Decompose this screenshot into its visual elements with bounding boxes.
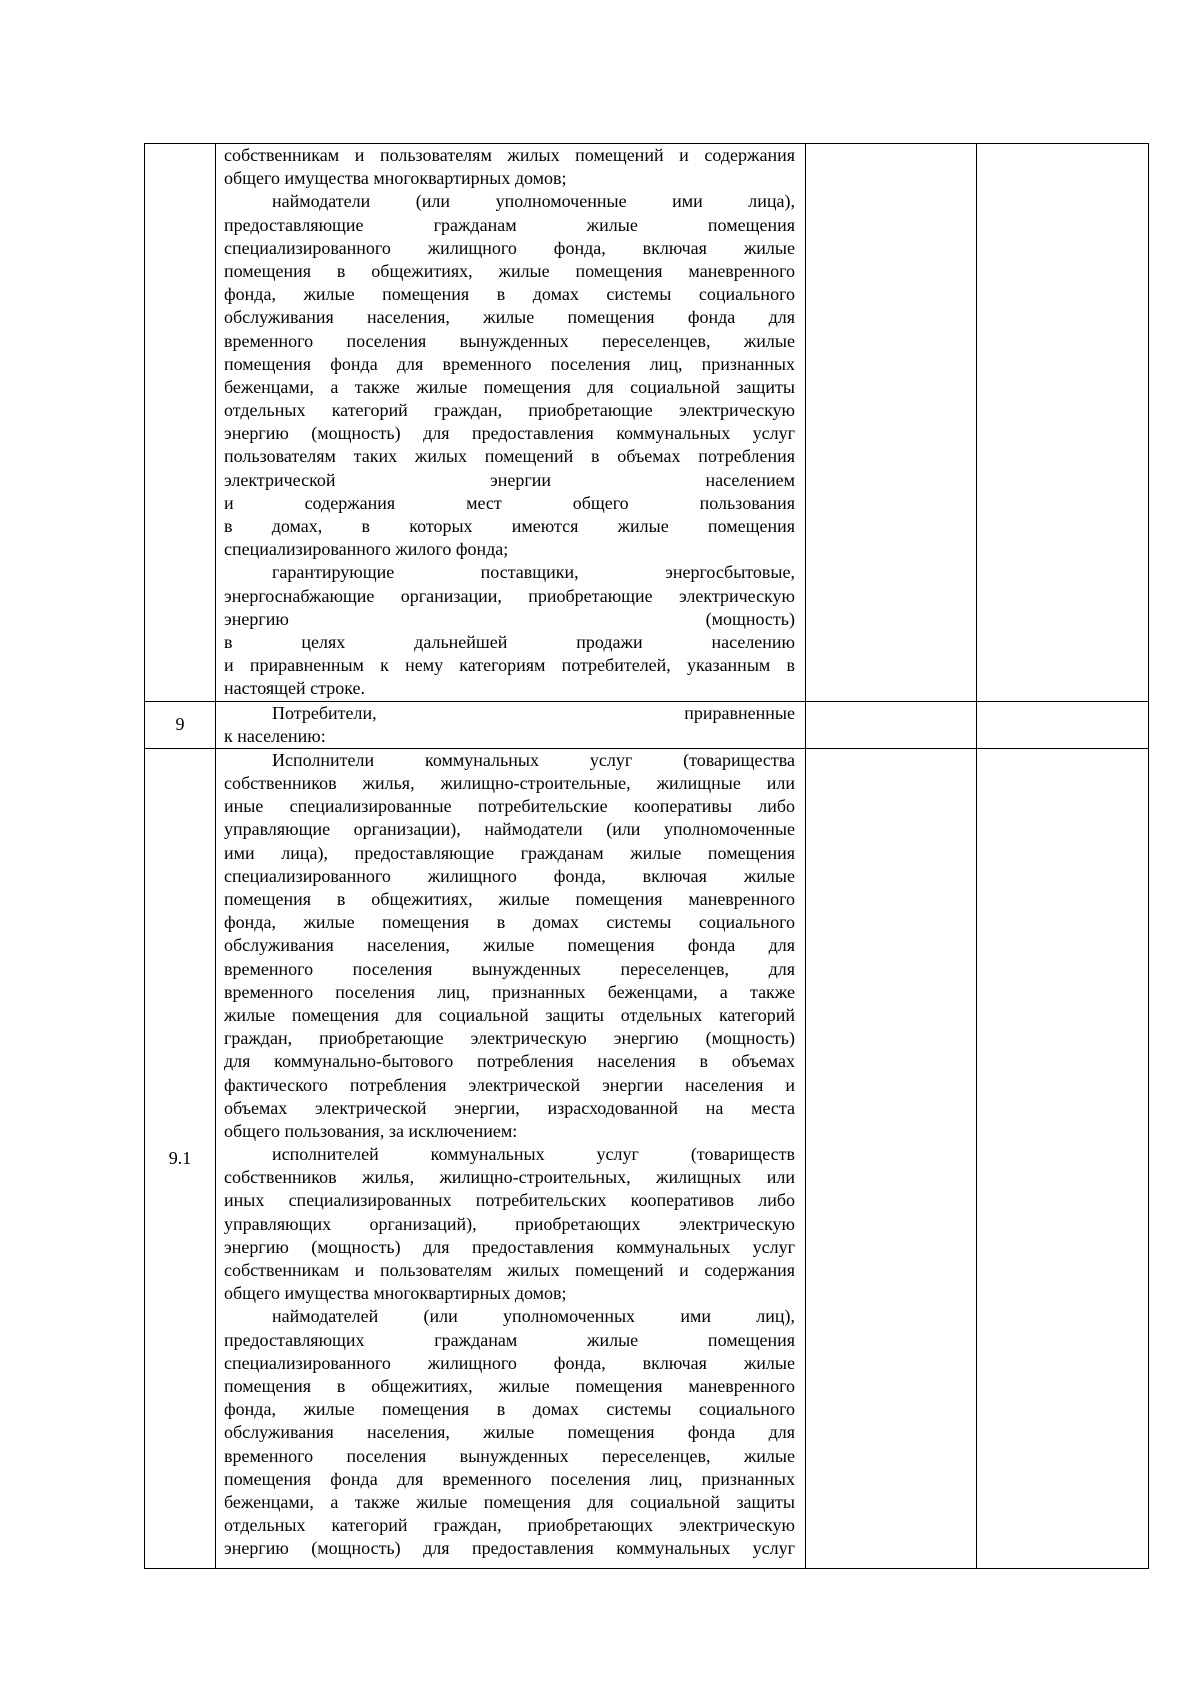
- value-cell-2: [977, 701, 1149, 748]
- text-line: помещения в общежитиях, жилые помещения маневренного: [224, 889, 795, 909]
- text-line: временного поселения вынужденных переселенцев, для: [224, 958, 795, 979]
- text-line: помещения в общежитиях, жилые помещения маневренного: [224, 260, 795, 281]
- row-text-cell: [216, 701, 806, 748]
- text-line: помещения фонда для временного поселения лиц, признанных: [224, 353, 795, 374]
- text-line: собственников жилья, жилищно-строительных, жилищных или: [224, 1167, 795, 1188]
- text-line: управляющих организаций), приобретающих электрическую: [224, 1213, 795, 1234]
- text-line: временного поселения вынужденных переселенцев, жилые: [224, 330, 795, 351]
- text-line: к населению:: [224, 725, 326, 746]
- text-line: общего имущества многоквартирных домов;: [224, 168, 567, 189]
- text-line: временного поселения вынужденных переселенцев, жилые: [224, 1445, 795, 1466]
- text-line: пользователям таких жилых помещений в объемах потребления: [224, 446, 795, 467]
- text-line: собственников жилья, жилищно-строительные, жилищные или: [224, 773, 795, 794]
- text-line: предоставляющие гражданам жилые помещения: [224, 214, 795, 235]
- text-line: иные специализированные потребительские кооперативы либо: [224, 796, 795, 817]
- text-line: в домах, в которых имеются жилые помещения: [224, 516, 795, 536]
- text-line: для коммунально-бытового потребления населения в объемах: [224, 1051, 795, 1072]
- row-text: [216, 702, 805, 748]
- text-line: специализированного жилищного фонда, включая жилые: [224, 1352, 795, 1373]
- text-line: Исполнители коммунальных услуг (товарищества: [272, 749, 795, 770]
- text-line: отдельных категорий граждан, приобретающих электрическую: [224, 1515, 795, 1536]
- text-line: объемах электрической энергии, израсходованной на места: [224, 1097, 795, 1118]
- text-line: собственникам и пользователям жилых помещений и содержания: [224, 1260, 795, 1280]
- text-line: настоящей строке.: [224, 678, 366, 699]
- text-line: энергию (мощность): [224, 608, 795, 629]
- text-line: фактического потребления электрической энергии населения и: [224, 1074, 795, 1095]
- text-line: управляющие организации), наймодатели (или уполномоченные: [224, 819, 795, 840]
- text-line: обслуживания населения, жилые помещения фонда для: [224, 1422, 795, 1443]
- text-line: и содержания мест общего пользования: [224, 492, 795, 513]
- text-line: ими лица), предоставляющие гражданам жилые помещения: [224, 842, 795, 863]
- text-line: беженцами, а также жилые помещения для социальной защиты: [224, 376, 795, 397]
- row-number-cell: [145, 701, 216, 748]
- row-text-cell: [216, 144, 806, 702]
- row-number-cell: [145, 144, 216, 702]
- row-number: 9: [175, 714, 185, 735]
- text-line: электрической энергии населением: [224, 469, 795, 490]
- text-line: энергию (мощность) для предоставления коммунальных услуг: [224, 423, 795, 444]
- text-line: фонда, жилые помещения в домах системы социального: [224, 912, 795, 933]
- value-cell-1: [806, 701, 977, 748]
- table-row: [145, 748, 1149, 1568]
- text-line: наймодателей (или уполномоченных ими лиц),: [272, 1306, 795, 1327]
- text-line: и приравненным к нему категориям потребителей, указанным в: [224, 655, 795, 676]
- row-text: [216, 144, 805, 701]
- text-line: граждан, приобретающие электрическую энергию (мощность): [224, 1028, 795, 1049]
- text-line: помещения фонда для временного поселения лиц, признанных: [224, 1468, 795, 1489]
- row-number-cell: [145, 748, 216, 1568]
- text-line: специализированного жилого фонда;: [224, 539, 509, 560]
- text-line: в целях дальнейшей продажи населению: [224, 631, 795, 652]
- value-cell-1: [806, 748, 977, 1568]
- row-text-cell: [216, 748, 806, 1568]
- text-line: помещения в общежитиях, жилые помещения маневренного: [224, 1375, 795, 1396]
- table-row: [145, 701, 1149, 748]
- text-line: общего имущества многоквартирных домов;: [224, 1283, 567, 1304]
- row-number: 9.1: [168, 1147, 192, 1168]
- value-cell-2: [977, 144, 1149, 702]
- text-line: отдельных категорий граждан, приобретающие электрическую: [224, 400, 795, 421]
- row-text: [216, 749, 805, 1561]
- text-line: исполнителей коммунальных услуг (товариществ: [272, 1144, 795, 1165]
- table-row: [145, 144, 1149, 702]
- text-line: наймодатели (или уполномоченные ими лица),: [272, 191, 795, 212]
- text-line: энергию (мощность) для предоставления коммунальных услуг: [224, 1236, 795, 1257]
- text-line: обслуживания населения, жилые помещения фонда для: [224, 307, 795, 328]
- text-line: собственникам и пользователям жилых помещений и содержания: [224, 145, 795, 165]
- text-line: энергоснабжающие организации, приобретающие электрическую: [224, 585, 795, 606]
- text-line: обслуживания населения, жилые помещения фонда для: [224, 935, 795, 956]
- tariff-table: [144, 143, 1149, 1569]
- text-line: специализированного жилищного фонда, включая жилые: [224, 865, 795, 886]
- value-cell-2: [977, 748, 1149, 1568]
- text-line: фонда, жилые помещения в домах системы социального: [224, 284, 795, 305]
- text-line: общего пользования, за исключением:: [224, 1120, 518, 1141]
- text-line: энергию (мощность) для предоставления коммунальных услуг: [224, 1538, 795, 1559]
- text-line: иных специализированных потребительских кооперативов либо: [224, 1190, 795, 1211]
- text-line: гарантирующие поставщики, энергосбытовые,: [272, 562, 795, 583]
- text-line: беженцами, а также жилые помещения для социальной защиты: [224, 1491, 795, 1512]
- text-line: временного поселения лиц, признанных беженцами, а также: [224, 981, 795, 1002]
- text-line: фонда, жилые помещения в домах системы социального: [224, 1399, 795, 1420]
- text-line: предоставляющих гражданам жилые помещения: [224, 1329, 795, 1350]
- text-line: специализированного жилищного фонда, включая жилые: [224, 237, 795, 258]
- value-cell-1: [806, 144, 977, 702]
- text-line: жилые помещения для социальной защиты отдельных категорий: [224, 1004, 795, 1025]
- text-line: Потребители, приравненные: [272, 702, 795, 723]
